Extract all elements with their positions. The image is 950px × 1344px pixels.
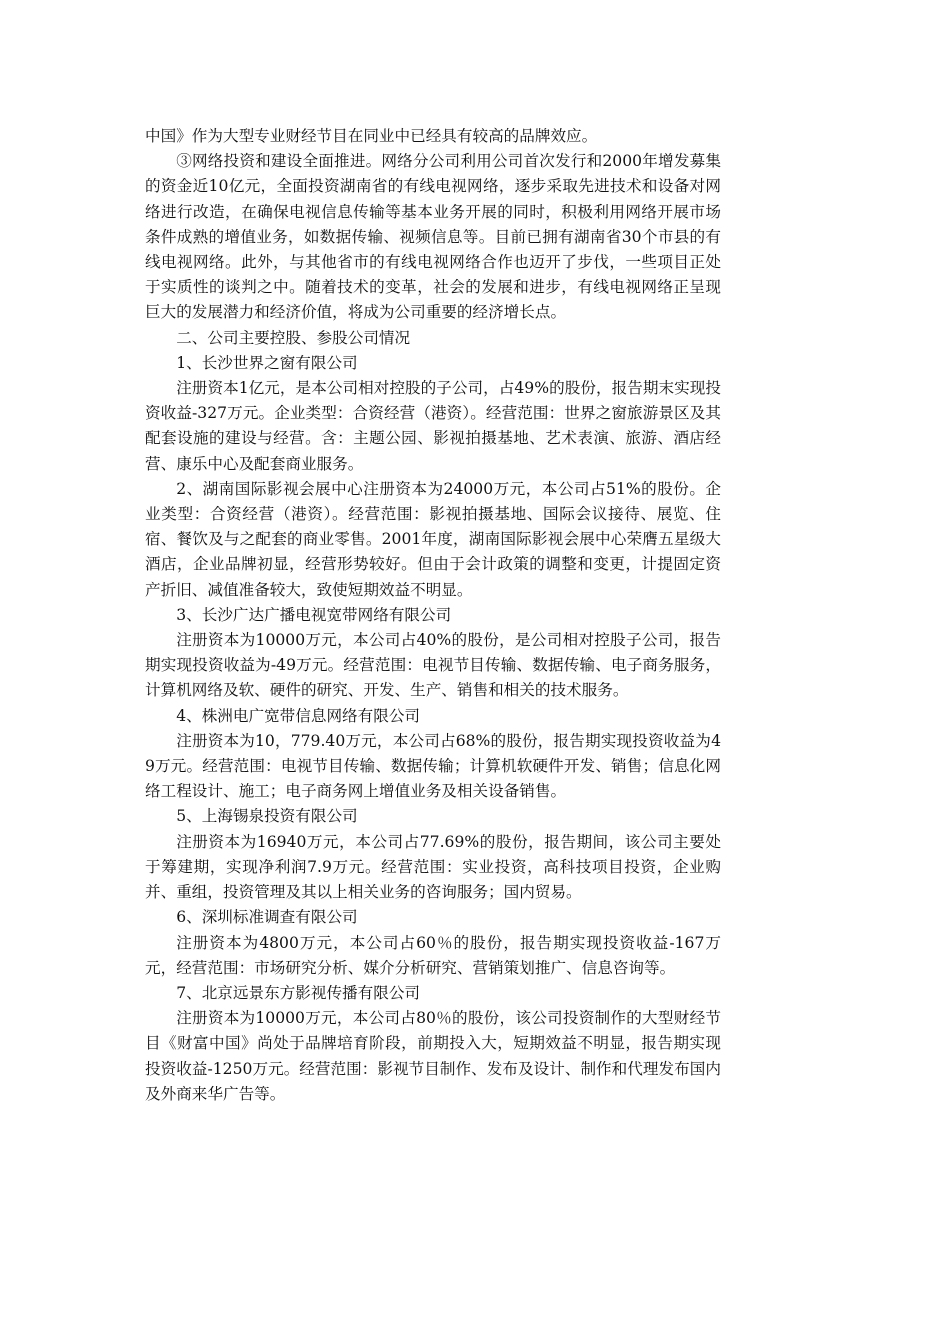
subsidiary-description-5: 注册资本为16940万元，本公司占77.69%的股份，报告期间，该公司主要处于筹建期，实现净利润7.9万元。经营范围：实业投资，高科技项目投资，企业购并、重组，投资管理及其以上相关业务的咨询服务；国内贸易。 xyxy=(145,832,721,902)
paragraph-network-investment: ③网络投资和建设全面推进。网络分公司利用公司首次发行和2000年增发募集的资金近10亿元，全面投资湖南省的有线电视网络，逐步采取先进技术和设备对网络进行改造，在确保电视信息传输等基本业务开展的同时，积极利用网络开展市场条件成熟的增值业务，如数据传输、视频信息等。目前已拥有湖南省30个市县的有线电视网络。此外，与其他省市的有线电视网络合作也迈开了步伐，一些项目正处于实质性的谈判之中。随着技术的变革，社会的发展和进步，有线电视网络正呈现巨大的发展潜力和经济价值，将成为公司重要的经济增长点。 xyxy=(145,152,721,322)
subsidiary-heading-4: 4、株洲电广宽带信息网络有限公司 xyxy=(176,706,421,725)
section-heading-subsidiaries: 二、公司主要控股、参股公司情况 xyxy=(176,328,411,347)
subsidiary-description-6: 注册资本为4800万元，本公司占60％的股份，报告期实现投资收益-167万元，经营范围：市场研究分析、媒介分析研究、营销策划推广、信息咨询等。 xyxy=(145,933,721,977)
paragraph-continuation: 中国》作为大型专业财经节目在同业中已经具有较高的品牌效应。 xyxy=(145,127,598,145)
subsidiary-description-7: 注册资本为10000万元，本公司占80％的股份，该公司投资制作的大型财经节目《财富中国》尚处于品牌培育阶段，前期投入大，短期效益不明显，报告期实现投资收益-1250万元。经营范围：影视节目制作、发布及设计、制作和代理发布国内及外商来华广告等。 xyxy=(145,1009,721,1103)
subsidiary-description-1: 注册资本1亿元，是本公司相对控股的子公司，占49%的股份，报告期末实现投资收益-327万元。企业类型：合资经营（港资）。经营范围：世界之窗旅游景区及其配套设施的建设与经营。含：主题公园、影视拍摄基地、艺术表演、旅游、酒店经营、康乐中心及配套商业服务。 xyxy=(145,379,721,473)
subsidiary-heading-7: 7、北京远景东方影视传播有限公司 xyxy=(176,983,421,1002)
subsidiary-heading-3: 3、长沙广达广播电视宽带网络有限公司 xyxy=(176,605,452,624)
subsidiary-description-4: 注册资本为10，779.40万元，本公司占68%的股份，报告期实现投资收益为49万元。经营范围：电视节目传输、数据传输；计算机软硬件开发、销售；信息化网络工程设计、施工；电子商务网上增值业务及相关设备销售。 xyxy=(145,731,721,801)
subsidiary-heading-1: 1、长沙世界之窗有限公司 xyxy=(176,353,358,372)
subsidiary-description-2: 2、湖南国际影视会展中心注册资本为24000万元，本公司占51%的股份。企业类型：合资经营（港资）。经营范围：影视拍摄基地、国际会议接待、展览、住宿、餐饮及与之配套的商业零售。2001年度，湖南国际影视会展中心荣膺五星级大酒店，企业品牌初显，经营形势较好。但由于会计政策的调整和变更，计提固定资产折旧、减值准备较大，致使短期效益不明显。 xyxy=(145,479,721,599)
subsidiary-heading-6: 6、深圳标准调查有限公司 xyxy=(176,908,358,927)
document-body xyxy=(145,124,721,1107)
subsidiary-description-3: 注册资本为10000万元，本公司占40%的股份，是公司相对控股子公司，报告期实现投资收益为-49万元。经营范围：电视节目传输、数据传输、电子商务服务，计算机网络及软、硬件的研究、开发、生产、销售和相关的技术服务。 xyxy=(145,631,721,700)
subsidiary-heading-5: 5、上海锡泉投资有限公司 xyxy=(176,807,358,826)
